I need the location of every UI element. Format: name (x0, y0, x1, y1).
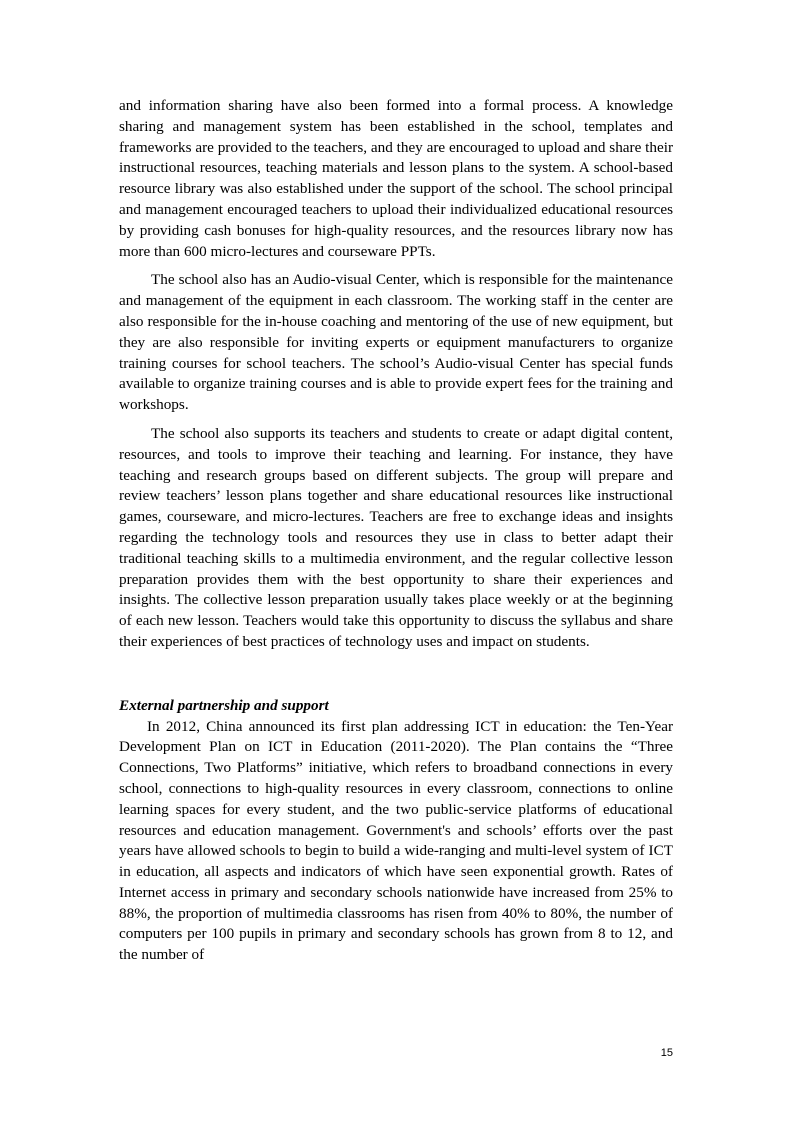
page-number: 15 (660, 1047, 673, 1059)
section-heading: External partnership and support (119, 696, 329, 714)
paragraph-audio-visual-center: The school also has an Audio-visual Center, which is responsible for the maintenance and management of the equipment in each classroom. The working staff in the center are also responsible for the in-house coaching and mentoring of the use of new equipment, but they are also responsible for inviting experts or equipment manufacturers to organize training courses for school teachers. The school’s Audio-visual Center has special funds available to organize training courses and is able to provide expert fees for the training and workshops. (119, 271, 673, 414)
paragraph-knowledge-sharing: and information sharing have also been formed into a formal process. A knowledge sharing and management system has been established in the school, templates and frameworks are provided to the teachers, and they are encouraged to upload and share their instructional resources, teaching materials and lesson plans to the system. A school-based resource library was also established under the support of the school. The school principal and management encouraged teachers to upload their individualized educational resources by providing cash bonuses for high-quality resources, and the resources library now has more than 600 micro-lectures and courseware PPTs. (119, 97, 673, 260)
paragraph-external-partnership: In 2012, China announced its first plan addressing ICT in education: the Ten-Year Development Plan on ICT in Education (2011-2020). The Plan contains the “Three Connections, Two Platforms” initiative, which refers to broadband connections in every school, connections to high-quality resources in every classroom, connections to online learning spaces for every student, and the two public-service platforms of educational resources and education management. Government's and schools’ efforts over the past years have allowed schools to begin to build a wide-ranging and multi-level system of ICT in education, all aspects and indicators of which have seen exponential growth. Rates of Internet access in primary and secondary schools nationwide have increased from 25% to 88%, the proportion of multimedia classrooms has risen from 40% to 80%, the number of computers per 100 pupils in primary and secondary schools has grown from 8 to 12, and the number of (119, 717, 673, 964)
document-page (119, 96, 673, 966)
paragraph-digital-content: The school also supports its teachers and students to create or adapt digital content, resources, and tools to improve their teaching and learning. For instance, they have teaching and research groups based on different subjects. The group will prepare and review teachers’ lesson plans together and share educational resources like instructional games, courseware, and micro-lectures. Teachers are free to exchange ideas and insights regarding the technology tools and resources they use in class to better adapt their traditional teaching skills to a multimedia environment, and the regular collective lesson preparation provides them with the best opportunity to share their experiences and insights. The collective lesson preparation usually takes place weekly or at the beginning of each new lesson. Teachers would take this opportunity to discuss the syllabus and share their experiences of best practices of technology uses and impact on students. (119, 424, 673, 650)
